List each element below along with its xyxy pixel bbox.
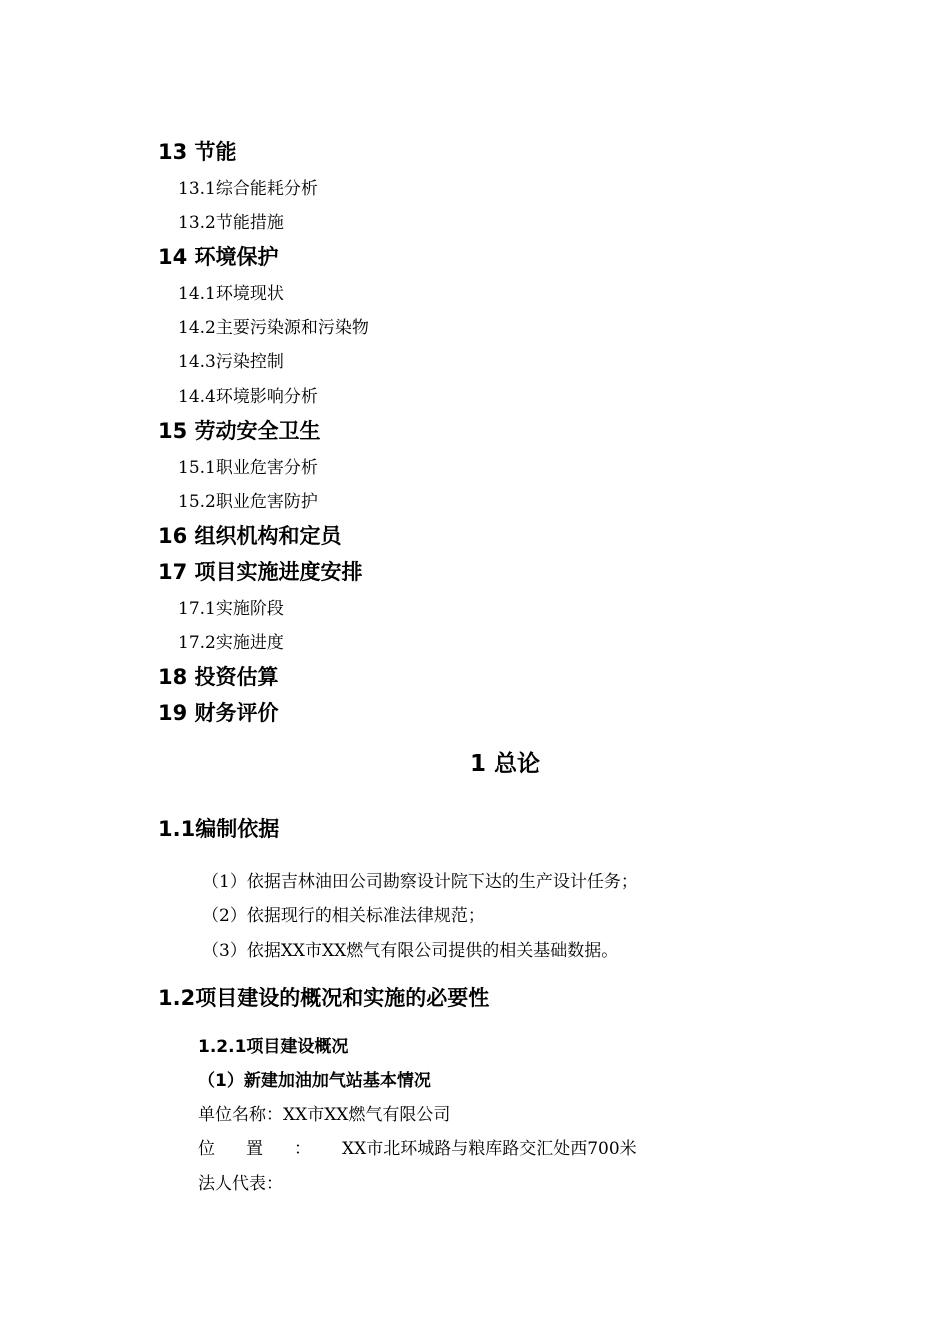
legal-rep-field [198, 1169, 283, 1194]
location-label: 位置： [198, 1139, 342, 1159]
toc-section-15-1: 15.1职业危害分析 [178, 458, 318, 478]
unit-name-value: XX市XX燃气有限公司 [283, 1105, 451, 1125]
unit-name-label: 单位名称： [198, 1105, 283, 1125]
toc-chapter-16: 16 组织机构和定员 [158, 524, 342, 548]
toc-section-13-1: 13.1综合能耗分析 [178, 179, 318, 199]
toc-chapter-14: 14 环境保护 [158, 245, 279, 269]
station-info-heading: （1）新建加油加气站基本情况 [198, 1071, 431, 1091]
toc-section-14-4: 14.4环境影响分析 [178, 387, 318, 407]
basis-item-1: （1）依据吉林油田公司勘察设计院下达的生产设计任务； [202, 872, 638, 892]
unit-name-field [198, 1100, 450, 1125]
toc-section-17-2: 17.2实施进度 [178, 633, 284, 653]
section-1-1-heading: 1.1编制依据 [158, 817, 280, 841]
section-1-2-heading: 1.2项目建设的概况和实施的必要性 [158, 986, 490, 1010]
toc-section-14-1: 14.1环境现状 [178, 284, 284, 304]
toc-chapter-17: 17 项目实施进度安排 [158, 560, 363, 584]
section-1-2-1-heading: 1.2.1项目建设概况 [198, 1037, 349, 1057]
basis-item-3: （3）依据XX市XX燃气有限公司提供的相关基础数据。 [202, 941, 619, 961]
toc-section-13-2: 13.2节能措施 [178, 213, 284, 233]
toc-section-17-1: 17.1实施阶段 [178, 599, 284, 619]
toc-chapter-13: 13 节能 [158, 140, 237, 164]
toc-section-14-3: 14.3污染控制 [178, 352, 284, 372]
toc-chapter-18: 18 投资估算 [158, 665, 279, 689]
toc-chapter-19: 19 财务评价 [158, 701, 279, 725]
location-value: XX市北环城路与粮库路交汇处西700米 [342, 1139, 637, 1159]
toc-chapter-15: 15 劳动安全卫生 [158, 419, 321, 443]
toc-section-14-2: 14.2主要污染源和污染物 [178, 318, 369, 338]
toc-section-15-2: 15.2职业危害防护 [178, 492, 318, 512]
chapter-title: 1 总论 [469, 751, 540, 777]
location-field [198, 1134, 637, 1159]
legal-rep-label: 法人代表： [198, 1174, 283, 1194]
basis-item-2: （2）依据现行的相关标准法律规范； [202, 906, 485, 926]
